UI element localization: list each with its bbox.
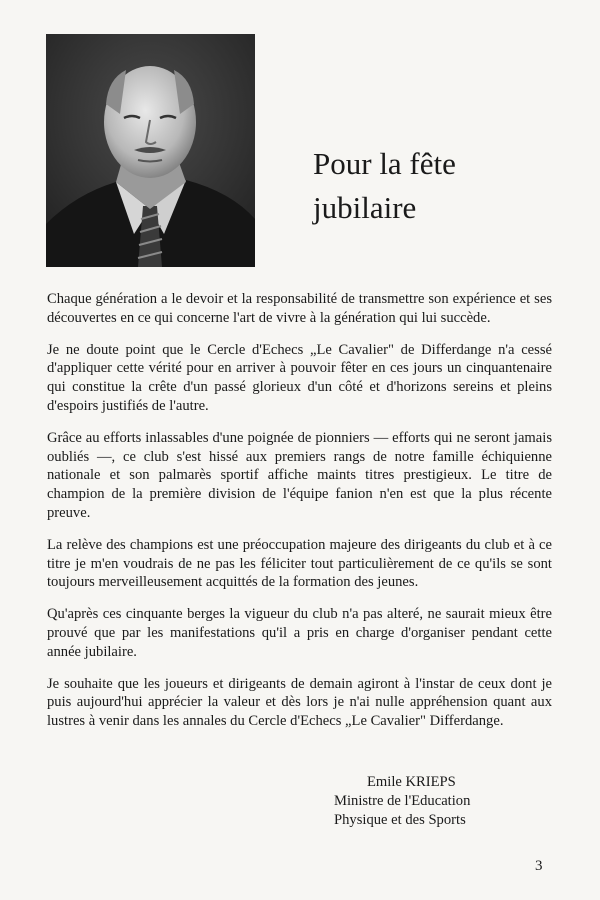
letter-body (47, 290, 552, 744)
portrait-illustration (46, 34, 255, 267)
signature-block (334, 773, 554, 829)
signatory-role-line-1: Ministre de l'Education (334, 792, 471, 809)
paragraph: Chaque génération a le devoir et la responsabilité de transmettre son expérience et ses découvertes en ce qui concerne l'art de vivre à la génération qui lui succède. (47, 291, 552, 326)
paragraph: Grâce au efforts inlassables d'une poignée de pionniers — efforts qui ne seront jamais oubliés —, ce club s'est hissé aux premiers rangs de notre famille échiquienne nationale et son palmarès sportif affiche maints titres prestigieux. Le titre de champion de la première division de l'équipe fanion n'en est que la plus récente preuve. (47, 429, 552, 521)
page-title (313, 142, 573, 230)
portrait-photo (46, 34, 255, 267)
paragraph: Qu'après ces cinquante berges la vigueur du club n'a pas alteré, ne saurait mieux être prouvé que par les manifestations qu'il a pris en charge d'organiser pendant cette année jubilaire. (47, 606, 552, 660)
paragraph: Je souhaite que les joueurs et dirigeants de demain agiront à l'instar de ceux dont je puis aujourd'hui apprécier la valeur et dès lors je n'ai nulle appréhension quant aux lustres à venir dans les annales du Cercle d'Echecs „Le Cavalier" Differdange. (47, 675, 552, 730)
paragraph: La relève des champions est une préoccupation majeure des dirigeants du club et à ce titre je m'en voudrais de ne pas les féliciter tout particulièrement de ce qu'ils se sont toujours merveilleusement acquittés de la formation des jeunes. (47, 536, 552, 591)
title-line-1: Pour la fête (313, 146, 456, 181)
paragraph: Je ne doute point que le Cercle d'Echecs „Le Cavalier" de Differdange n'a cessé d'appliquer cette vérité pour en arriver à pouvoir fêter en ces jours un cinquantenaire qui constitue la crête d'un passé glorieux d'un côté et d'horizons sereins et pleins d'espoirs justifiés de l'autre. (47, 341, 552, 414)
title-line-2: jubilaire (313, 190, 417, 225)
signatory-name: Emile KRIEPS (367, 774, 456, 790)
page-number: 3 (535, 858, 543, 874)
signatory-role-line-2: Physique et des Sports (334, 811, 466, 828)
